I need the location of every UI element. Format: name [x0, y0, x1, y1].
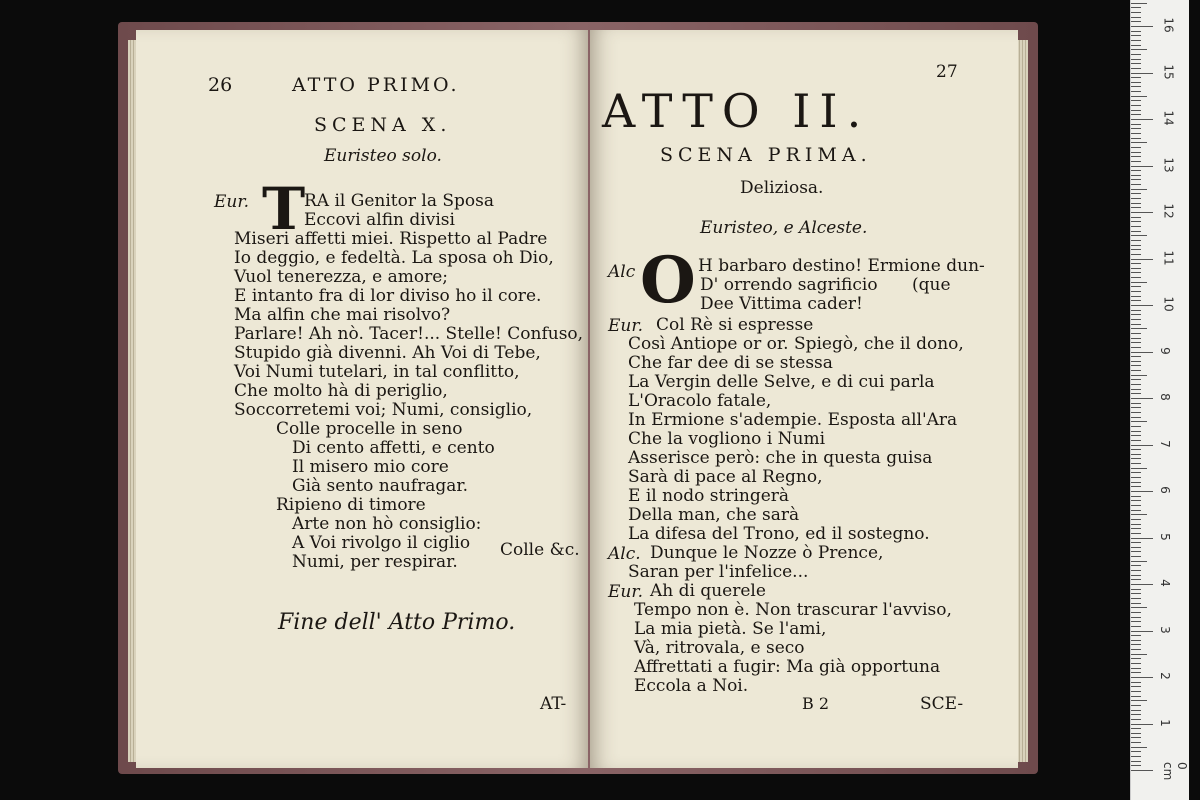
- ruler-tick: [1131, 203, 1141, 204]
- page-number: 26: [208, 74, 233, 96]
- ruler-tick: [1131, 412, 1141, 413]
- ruler-tick: [1131, 300, 1141, 301]
- ruler-tick: [1131, 156, 1141, 157]
- ruler-tick: [1131, 128, 1141, 129]
- ruler-tick: [1131, 277, 1141, 278]
- ruler-tick: [1131, 286, 1141, 287]
- ruler-tick: [1131, 426, 1141, 427]
- verse-line: Col Rè si espresse: [656, 315, 814, 335]
- verse-line: Eccovi alfin divisi: [304, 210, 455, 230]
- ruler-tick: [1131, 598, 1141, 599]
- ruler-tick: [1131, 114, 1141, 115]
- ruler-tick: [1131, 724, 1153, 725]
- verse-line: Arte non hò consiglio:: [292, 514, 482, 534]
- verse-line: Io deggio, e fedeltà. La sposa oh Dio,: [234, 248, 554, 268]
- verse-line: Asserisce però: che in questa guisa: [628, 448, 933, 468]
- verse-line: Eccola a Noi.: [634, 676, 749, 696]
- ruler-tick: [1131, 421, 1147, 422]
- turnover-word: (que: [912, 275, 951, 295]
- ruler-tick: [1131, 631, 1153, 632]
- verse-line: Tempo non è. Non trascurar l'avviso,: [634, 600, 952, 620]
- ruler-tick: [1131, 500, 1141, 501]
- ruler-tick: [1131, 259, 1153, 260]
- ruler-tick: [1131, 431, 1141, 432]
- verse-line: Sarà di pace al Regno,: [628, 467, 823, 487]
- verse-line: Ripieno di timore: [276, 495, 426, 515]
- verse-line: Saran per l'infelice...: [628, 562, 809, 582]
- verse-line: L'Oracolo fatale,: [628, 391, 772, 411]
- ruler-label: 13: [1161, 156, 1176, 173]
- ruler-tick: [1131, 617, 1141, 618]
- ruler-tick: [1131, 193, 1141, 194]
- speaker-label: Alc: [608, 262, 636, 282]
- ruler-tick: [1131, 166, 1153, 167]
- verse-line: Ah di querele: [650, 581, 766, 601]
- ruler-tick: [1131, 147, 1141, 148]
- ruler-tick: [1131, 663, 1141, 664]
- verse-line: Già sento naufragar.: [292, 476, 469, 496]
- ruler-tick: [1131, 235, 1147, 236]
- ruler-tick: [1131, 733, 1141, 734]
- da-capo-note: Colle &c.: [500, 540, 580, 560]
- verse-line: Che la vogliono i Numi: [628, 429, 826, 449]
- ruler-tick: [1131, 612, 1141, 613]
- verse-line: Che molto hà di periglio,: [234, 381, 448, 401]
- ruler-tick: [1131, 226, 1141, 227]
- ruler-tick: [1131, 175, 1141, 176]
- ruler-tick: [1131, 365, 1141, 366]
- ruler-label: 3: [1157, 625, 1172, 634]
- verse-line: Il misero mio core: [292, 457, 449, 477]
- ruler-tick: [1131, 217, 1141, 218]
- ruler-label: 8: [1157, 393, 1172, 401]
- ruler-tick: [1131, 542, 1141, 543]
- ruler-label: 12: [1161, 203, 1176, 219]
- scene-title: SCENA X.: [314, 114, 452, 136]
- ruler-tick: [1131, 551, 1141, 552]
- ruler-tick: [1131, 296, 1141, 297]
- ruler-tick: [1131, 63, 1141, 64]
- ruler-tick: [1131, 449, 1141, 450]
- ruler-tick: [1131, 579, 1141, 580]
- ruler-tick: [1131, 682, 1141, 683]
- ruler-tick: [1131, 68, 1141, 69]
- ruler-tick: [1131, 519, 1141, 520]
- ruler-tick: [1131, 189, 1147, 190]
- running-head: ATTO PRIMO.: [292, 74, 460, 96]
- ruler-tick: [1131, 272, 1141, 273]
- ruler-tick: [1131, 207, 1141, 208]
- verse-line: Così Antiope or or. Spiegò, che il dono,: [628, 334, 964, 354]
- ruler-tick: [1131, 589, 1141, 590]
- verse-line: Che far dee di se stessa: [628, 353, 833, 373]
- ruler-tick: [1131, 342, 1141, 343]
- ruler-label: 5: [1157, 532, 1172, 541]
- verse-line: Và, ritrovala, e seco: [634, 638, 805, 658]
- verse-line: La Vergin delle Selve, e di cui parla: [628, 372, 935, 392]
- verse-line: Miseri affetti miei. Rispetto al Padre: [234, 229, 548, 249]
- ruler-tick: [1131, 603, 1141, 604]
- verse-line: Affrettati a fugir: Ma già opportuna: [634, 657, 941, 677]
- ruler-tick: [1131, 672, 1141, 673]
- ruler-tick: [1131, 454, 1141, 455]
- ruler-tick: [1131, 82, 1141, 83]
- ruler-label: 0 cm: [1161, 762, 1189, 781]
- ruler-tick: [1131, 389, 1141, 390]
- verse-line: Della man, che sarà: [628, 505, 800, 525]
- ruler-label: 4: [1157, 579, 1172, 587]
- ruler-tick: [1131, 770, 1153, 771]
- verse-line: Di cento affetti, e cento: [292, 438, 495, 458]
- ruler-tick: [1131, 231, 1141, 232]
- ruler-tick: [1131, 561, 1147, 562]
- ruler-tick: [1131, 3, 1147, 4]
- ruler-tick: [1131, 96, 1147, 97]
- speaker-label: Eur.: [608, 582, 644, 602]
- speaker-label: Eur.: [608, 316, 644, 336]
- ruler-label: 1: [1157, 718, 1172, 727]
- verse-line: Stupido già divenni. Ah Voi di Tebe,: [234, 343, 541, 363]
- ruler-tick: [1131, 240, 1141, 241]
- verse-line: Ma alfin che mai risolvo?: [234, 305, 451, 325]
- ruler-tick: [1131, 621, 1141, 622]
- ruler-tick: [1131, 333, 1141, 334]
- stage-direction: Euristeo solo.: [324, 146, 442, 166]
- ruler-tick: [1131, 463, 1141, 464]
- ruler-label: 11: [1161, 249, 1176, 266]
- verse-line: Soccorretemi voi; Numi, consiglio,: [234, 400, 533, 420]
- verse-line: La difesa del Trono, ed il sostegno.: [628, 524, 930, 544]
- ruler-tick: [1131, 737, 1141, 738]
- ruler-tick: [1131, 347, 1141, 348]
- ruler-tick: [1131, 263, 1141, 264]
- act-end-title: Fine dell' Atto Primo.: [278, 610, 516, 635]
- ruler-tick: [1131, 77, 1141, 78]
- ruler-tick: [1131, 435, 1141, 436]
- catchword: SCE-: [920, 694, 964, 714]
- ruler-tick: [1131, 361, 1141, 362]
- ruler-tick: [1131, 59, 1141, 60]
- ruler-tick: [1131, 314, 1141, 315]
- ruler-tick: [1131, 133, 1141, 134]
- ruler-tick: [1131, 86, 1141, 87]
- ruler-tick: [1131, 751, 1141, 752]
- ruler-tick: [1131, 393, 1141, 394]
- ruler-tick: [1131, 570, 1141, 571]
- ruler-tick: [1131, 91, 1141, 92]
- ruler-tick: [1131, 328, 1147, 329]
- verse-line: RA il Genitor la Sposa: [304, 191, 494, 211]
- ruler-tick: [1131, 35, 1141, 36]
- ruler-tick: [1131, 110, 1141, 111]
- ruler-tick: [1131, 138, 1141, 139]
- speaker-label: Alc.: [608, 544, 641, 564]
- verse-line: Voi Numi tutelari, in tal conflitto,: [234, 362, 520, 382]
- ruler-tick: [1131, 696, 1141, 697]
- ruler-label: 2: [1157, 672, 1172, 680]
- ruler-tick: [1131, 31, 1141, 32]
- ruler-tick: [1131, 40, 1141, 41]
- ruler-tick: [1131, 705, 1141, 706]
- ruler-label: 7: [1157, 439, 1172, 448]
- ruler-tick: [1131, 100, 1141, 101]
- ruler-tick: [1131, 73, 1153, 74]
- ruler-label: 14: [1161, 110, 1176, 126]
- ruler-tick: [1131, 403, 1141, 404]
- ruler-tick: [1131, 119, 1153, 120]
- ruler-tick: [1131, 714, 1141, 715]
- ruler-tick: [1131, 245, 1141, 246]
- ruler-tick: [1131, 677, 1153, 678]
- ruler-tick: [1131, 486, 1141, 487]
- ruler-label: 16: [1161, 17, 1176, 33]
- ruler-tick: [1131, 324, 1141, 325]
- ruler-tick: [1131, 691, 1141, 692]
- catchword: AT-: [540, 694, 567, 714]
- drop-cap: O: [640, 243, 696, 318]
- ruler-tick: [1131, 254, 1141, 255]
- ruler-tick: [1131, 710, 1141, 711]
- ruler-tick: [1131, 17, 1141, 18]
- ruler-tick: [1131, 510, 1141, 511]
- ruler-tick: [1131, 472, 1141, 473]
- ruler-tick: [1131, 7, 1141, 8]
- ruler-tick: [1131, 384, 1141, 385]
- ruler-tick: [1131, 658, 1141, 659]
- verse-line: Dee Vittima cader!: [700, 294, 863, 314]
- verse-line: Numi, per respirar.: [292, 552, 458, 572]
- ruler-tick: [1131, 765, 1141, 766]
- scene-setting: Deliziosa.: [740, 178, 824, 198]
- ruler-tick: [1131, 607, 1147, 608]
- ruler-tick: [1131, 417, 1141, 418]
- ruler-tick: [1131, 124, 1141, 125]
- ruler-tick: [1131, 105, 1141, 106]
- ruler-tick: [1131, 142, 1147, 143]
- ruler-tick: [1131, 584, 1153, 585]
- verse-line: E intanto fra di lor diviso ho il core.: [234, 286, 542, 306]
- ruler-tick: [1131, 249, 1141, 250]
- ruler-tick: [1131, 491, 1153, 492]
- verse-line: Colle procelle in seno: [276, 419, 463, 439]
- ruler-tick: [1131, 514, 1147, 515]
- verse-line: Parlare! Ah nò. Tacer!... Stelle! Confuso,: [234, 324, 584, 344]
- ruler-tick: [1131, 505, 1141, 506]
- ruler-label: 10: [1161, 296, 1176, 312]
- ruler-tick: [1131, 686, 1141, 687]
- ruler-tick: [1131, 533, 1141, 534]
- ruler-tick: [1131, 700, 1147, 701]
- ruler-tick: [1131, 407, 1141, 408]
- ruler-tick: [1131, 379, 1141, 380]
- ruler-tick: [1131, 370, 1141, 371]
- ruler-tick: [1131, 649, 1141, 650]
- ruler-tick: [1131, 221, 1141, 222]
- ruler-tick: [1131, 482, 1141, 483]
- ruler-tick: [1131, 556, 1141, 557]
- ruler-tick: [1131, 179, 1141, 180]
- ruler-tick: [1131, 640, 1141, 641]
- ruler-tick: [1131, 565, 1141, 566]
- ruler-tick: [1131, 305, 1153, 306]
- verse-line: Vuol tenerezza, e amore;: [234, 267, 449, 287]
- scene-characters: Euristeo, e Alceste.: [700, 218, 868, 238]
- ruler-tick: [1131, 635, 1141, 636]
- ruler-tick: [1131, 310, 1141, 311]
- right-page: [590, 30, 1018, 768]
- left-page: [136, 30, 588, 768]
- ruler-tick: [1131, 747, 1147, 748]
- ruler-label: 15: [1161, 63, 1176, 80]
- verse-line: Dunque le Nozze ò Prence,: [650, 543, 884, 563]
- ruler-tick: [1131, 654, 1147, 655]
- ruler-tick: [1131, 593, 1141, 594]
- ruler-label: 9: [1157, 346, 1172, 355]
- ruler-tick: [1131, 21, 1141, 22]
- ruler-tick: [1131, 12, 1141, 13]
- ruler-tick: [1131, 644, 1141, 645]
- ruler-tick: [1131, 761, 1141, 762]
- ruler-tick: [1131, 152, 1141, 153]
- signature-mark: B 2: [802, 694, 830, 713]
- scale-ruler: [1130, 0, 1189, 800]
- verse-line: H barbaro destino! Ermione dun-: [698, 256, 985, 276]
- ruler-tick: [1131, 719, 1141, 720]
- page-number: 27: [936, 62, 958, 82]
- ruler-tick: [1131, 547, 1141, 548]
- verse-line: E il nodo stringerà: [628, 486, 790, 506]
- ruler-tick: [1131, 468, 1147, 469]
- ruler-tick: [1131, 338, 1141, 339]
- scene-title: SCENA PRIMA.: [660, 144, 872, 166]
- speaker-label: Eur.: [214, 192, 250, 212]
- ruler-tick: [1131, 54, 1141, 55]
- ruler-tick: [1131, 198, 1141, 199]
- ruler-tick: [1131, 291, 1141, 292]
- ruler-label: 6: [1157, 486, 1172, 494]
- ruler-tick: [1131, 352, 1153, 353]
- ruler-tick: [1131, 26, 1153, 27]
- ruler-tick: [1131, 575, 1141, 576]
- ruler-tick: [1131, 477, 1141, 478]
- ruler-tick: [1131, 356, 1141, 357]
- ruler-tick: [1131, 49, 1147, 50]
- ruler-tick: [1131, 184, 1141, 185]
- verse-line: D' orrendo sagrificio: [700, 275, 878, 295]
- ruler-tick: [1131, 212, 1153, 213]
- ruler-tick: [1131, 319, 1141, 320]
- ruler-tick: [1131, 458, 1141, 459]
- ruler-tick: [1131, 282, 1147, 283]
- ruler-tick: [1131, 440, 1141, 441]
- ruler-tick: [1131, 496, 1141, 497]
- ruler-tick: [1131, 626, 1141, 627]
- act-title: ATTO II.: [602, 84, 871, 138]
- ruler-tick: [1131, 524, 1141, 525]
- ruler-tick: [1131, 398, 1153, 399]
- ruler-tick: [1131, 538, 1153, 539]
- ruler-tick: [1131, 668, 1141, 669]
- drop-cap: T: [262, 175, 306, 243]
- ruler-tick: [1131, 756, 1141, 757]
- ruler-tick: [1131, 170, 1141, 171]
- ruler-tick: [1131, 45, 1141, 46]
- verse-line: In Ermione s'adempie. Esposta all'Ara: [628, 410, 958, 430]
- verse-line: A Voi rivolgo il ciglio: [292, 533, 471, 553]
- ruler-tick: [1131, 268, 1141, 269]
- ruler-tick: [1131, 728, 1141, 729]
- ruler-tick: [1131, 742, 1141, 743]
- ruler-tick: [1131, 445, 1153, 446]
- verse-line: La mia pietà. Se l'ami,: [634, 619, 827, 639]
- ruler-tick: [1131, 528, 1141, 529]
- ruler-tick: [1131, 161, 1141, 162]
- ruler-tick: [1131, 375, 1147, 376]
